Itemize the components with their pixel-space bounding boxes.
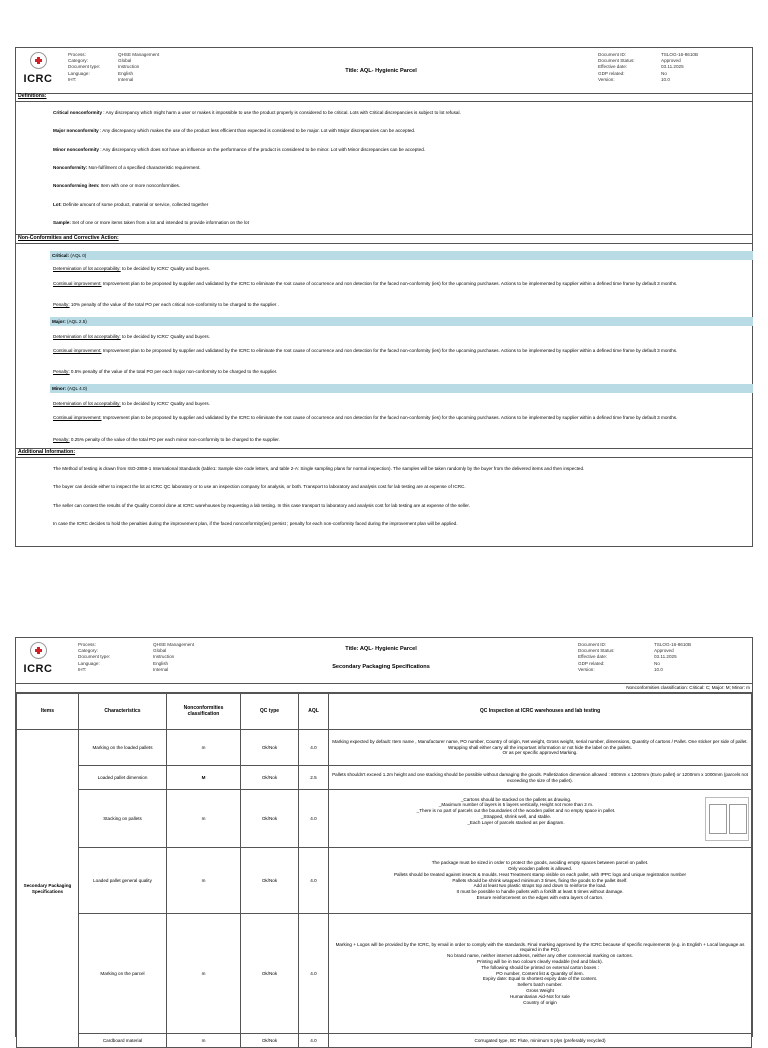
additional-paragraph: The seller can contest the results of the Quality Control done at ICRC warehouses by requesting a lab testing. In this case transport to laboratory and analysis cost for lab testing are at expense of the seller. xyxy=(53,503,470,508)
stacking-diagram-icon xyxy=(705,797,749,841)
doc-labels: Document ID: Document Status: Effective date: GDP related: Version: xyxy=(578,642,615,672)
table-row: Loaded pallet dimension M Ok/Nok 2.5 Pallets shouldn't exceed 1.2m height and one stacking should be possible without damaging the goods. Palletization dimension allowed : 800mm x 1200mm (Euro pallet) or 1200mm x 1000mm (parcels not exceeding the size of the pallet). xyxy=(17,766,752,790)
definition-item: Lot: Definite amount of some product, material or service, collected together xyxy=(53,202,209,207)
document-page-1 xyxy=(15,47,753,547)
document-header-2 xyxy=(16,638,752,684)
additional-paragraph: The Method of testing is drawn from ISO-2859-1 International Standards (table1: Sample size code letters, and table 2-A: Single sampling plans for normal inspection). The samples will be taken randomly by the buyer from the delivered items and then inspected. xyxy=(53,466,585,471)
table-row: Loaded pallet general quality m Ok/Nok 4.0 The package must be sized in order to protect the goods, avoiding empty spaces between parcel on pallet. Only wooden pallets is allowed. Pallets should be treated against insects & moulds. Heat Treatment stamp visible on each pallet, with IPPC logo and unique registration number Pallets should be shrink wrapped minimum 3 times, fixing the goods to the pallet itself. Add at least two plastic straps top and down to reinforce the load. It must be possible to handle pallets with a forklift at least 5 times without damage. Ensure reinforcement on the edges with extra layers of carton. xyxy=(17,848,752,914)
meta-values: QHSE Management Global Instruction English Internal xyxy=(153,642,195,672)
definition-item: Sample: Set of one or more items taken from a lot and intended to provide information on the lot xyxy=(53,220,249,225)
definition-item: Nonconformity: Non-fulfilment of a specified characteristic requirement. xyxy=(53,165,201,170)
definitions-heading: Definitions: xyxy=(16,93,752,102)
meta-values: QHSE Management Global Instruction English Internal xyxy=(118,52,160,82)
col-aql: AQL xyxy=(299,694,329,730)
band-critical: Critical: (AQL 0) xyxy=(50,251,753,260)
specifications-table xyxy=(16,693,752,1048)
table-row: Marking on the parcel m Ok/Nok 4.0 Marking + Logos will be provided by the ICRC, by email in order to comply with the standards. Final marking approved by the ICRC because of specific requirements (e.g. in English + Local language as required in the PO). No brand name, neither internet address, neither any other commercial marking on cartons. Printing will be in two colours clearly readable (red and black). The following should be printed on external carton boxes : PO number, Content list & Quantity of item. Expiry date: Equal to shortest expiry date of the content. Seller's batch number. Gross Weight Humanitarian Aid-Not for sale Country of origin xyxy=(17,914,752,1034)
meta-labels: Process: Category: Document type: Language: IHT: xyxy=(68,52,101,82)
document-title: Title: AQL- Hygienic Parcel xyxy=(345,68,417,74)
doc-values: TSLOG-16-8610B Approved 03.11.2025 No 10.0 xyxy=(661,52,699,82)
icrc-logo: ICRC xyxy=(19,642,57,675)
definition-item: Minor nonconformity : Any discrepancy which does not have an influence on the performance of the product is considered to be minor. Lot with Minor discrepancies can be accepted. xyxy=(53,147,426,152)
band-major: Major: (AQL 2.5) xyxy=(50,317,753,326)
red-cross-emblem-icon xyxy=(30,52,47,69)
determination-minor: Determination of lot acceptability: to be decided by ICRC' Quality and buyers. xyxy=(53,401,210,406)
penalty-major: Penalty: 0.5% penalty of the value of the total PO per each major non-conformity to be charged to the supplier. xyxy=(53,369,278,374)
definition-item: Major nonconformity : Any discrepancy which makes the use of the product less efficient than expected is considered to be major. Lot with Major discrepancies can be accepted. xyxy=(53,128,416,133)
table-row: Cardboard material m Ok/Nok 4.0 Corrugated type, BC Flute, minimum 5 plys (preferably recycled) xyxy=(17,1034,752,1048)
improvement-major: Continual improvement: Improvement plan to be proposed by supplier and validated by the ICRC to eliminate the root cause of occurrence and non detection for the faced non-conformity (ies) for the upcoming purchases. Actions to be implemented by supplier within a defined time frame by default 3 months. xyxy=(53,348,678,353)
doc-values: TSLOG-16-8610B Approved 03.11.2025 No 10.0 xyxy=(654,642,692,672)
meta-labels: Process: Category: Document type: Language: IHT: xyxy=(78,642,111,672)
icrc-logo: ICRC xyxy=(19,52,57,85)
additional-paragraph: The buyer can decide either to inspect the lot at ICRC QC laboratory or to use an inspection company for analysis, or both. Transport to laboratory and analysis cost for lab testing are at expense of ICRC. xyxy=(53,484,466,489)
band-minor: Minor: (AQL 4.0) xyxy=(50,384,753,393)
document-header xyxy=(16,48,752,94)
penalty-minor: Penalty: 0.25% penalty of the value of the total PO per each minor non-conformity to be charged to the supplier. xyxy=(53,437,280,442)
col-items: Items xyxy=(17,694,79,730)
table-row: Secondary Packaging Specifications Marking on the loaded pallets m Ok/Nok 4.0 Marking expected by default: Item name , Manufacturer name, PO number, Country of origin, Net weight, Gross weight, serial number, dimensions, Quantity of cartons / Pallet. One sticker per side of pallet. Wrapping shall either carry all the important information or not hide the label on the pallets. Or as per specific approved Marking. xyxy=(17,730,752,766)
determination-critical: Determination of lot acceptability: to be decided by ICRC' Quality and buyers. xyxy=(53,266,210,271)
ncca-heading: Non-Conformities and Corrective Action: xyxy=(16,235,752,244)
improvement-minor: Continual improvement: Improvement plan to be proposed by supplier and validated by the ICRC to eliminate the root cause of occurrence and non detection for the faced non-conformity (ies) for the upcoming purchases. Actions to be implemented by supplier within a defined time frame by default 3 months. xyxy=(53,415,678,420)
definition-item: Critical nonconformity : Any discrepancy which might harm a user or makes it impossible to use the product properly is considered to be critical. Lots with Critical discrepancies is subject to lot refusal. xyxy=(53,110,461,115)
document-title: Title: AQL- Hygienic Parcel xyxy=(345,646,417,652)
document-subtitle: Secondary Packaging Specifications xyxy=(332,664,430,670)
determination-major: Determination of lot acceptability: to be decided by ICRC' Quality and buyers. xyxy=(53,334,210,339)
col-classification: Nonconformities classification xyxy=(167,694,241,730)
additional-paragraph: In case the ICRC decides to hold the penalties during the improvement plan, if the faced nonconformity(ies) persist ; penalty for each non-conformity faced during the improvement plan will be applied. xyxy=(53,521,458,526)
additional-heading: Additional Information: xyxy=(16,449,752,458)
col-qc-type: QC type xyxy=(241,694,299,730)
improvement-critical: Continual improvement: Improvement plan to be proposed by supplier and validated by the ICRC to eliminate the root cause of occurrence and non detection for the faced non-conformity (ies) for the upcoming purchases. Actions to be implemented by supplier within a defined time frame by default 3 months. xyxy=(53,281,678,286)
group-label: Secondary Packaging Specifications xyxy=(17,730,79,1048)
col-qc-inspection: QC Inspection at ICRC warehouses and lab testing xyxy=(329,694,752,730)
red-cross-emblem-icon xyxy=(30,642,47,659)
nc-classification-legend: Nonconformities classification: Critical: C; Major: M; Minor: m xyxy=(16,683,752,693)
col-characteristics: Characteristics xyxy=(79,694,167,730)
definition-item: Nonconforming item: Item with one or more nonconformities. xyxy=(53,183,181,188)
table-row: Stacking on pallets m Ok/Nok 4.0 _Cartons should be stacked on the pallets as drawing. _Maximum number of layers is 5 layers vertically, Height not more than 2 m. _There is no part of parcels out the boundaries of the wooden pallet and no empty space in pallet. _Strapped, shrink well, and stable. _Each Layer of parcels stacked as per diagram. xyxy=(17,790,752,848)
document-page-2 xyxy=(15,637,753,1043)
doc-labels: Document ID: Document Status: Effective date: GDP related: Version: xyxy=(598,52,635,82)
penalty-critical: Penalty: 10% penalty of the value of the total PO per each critical non-conformity to be charged to the supplier . xyxy=(53,302,279,307)
